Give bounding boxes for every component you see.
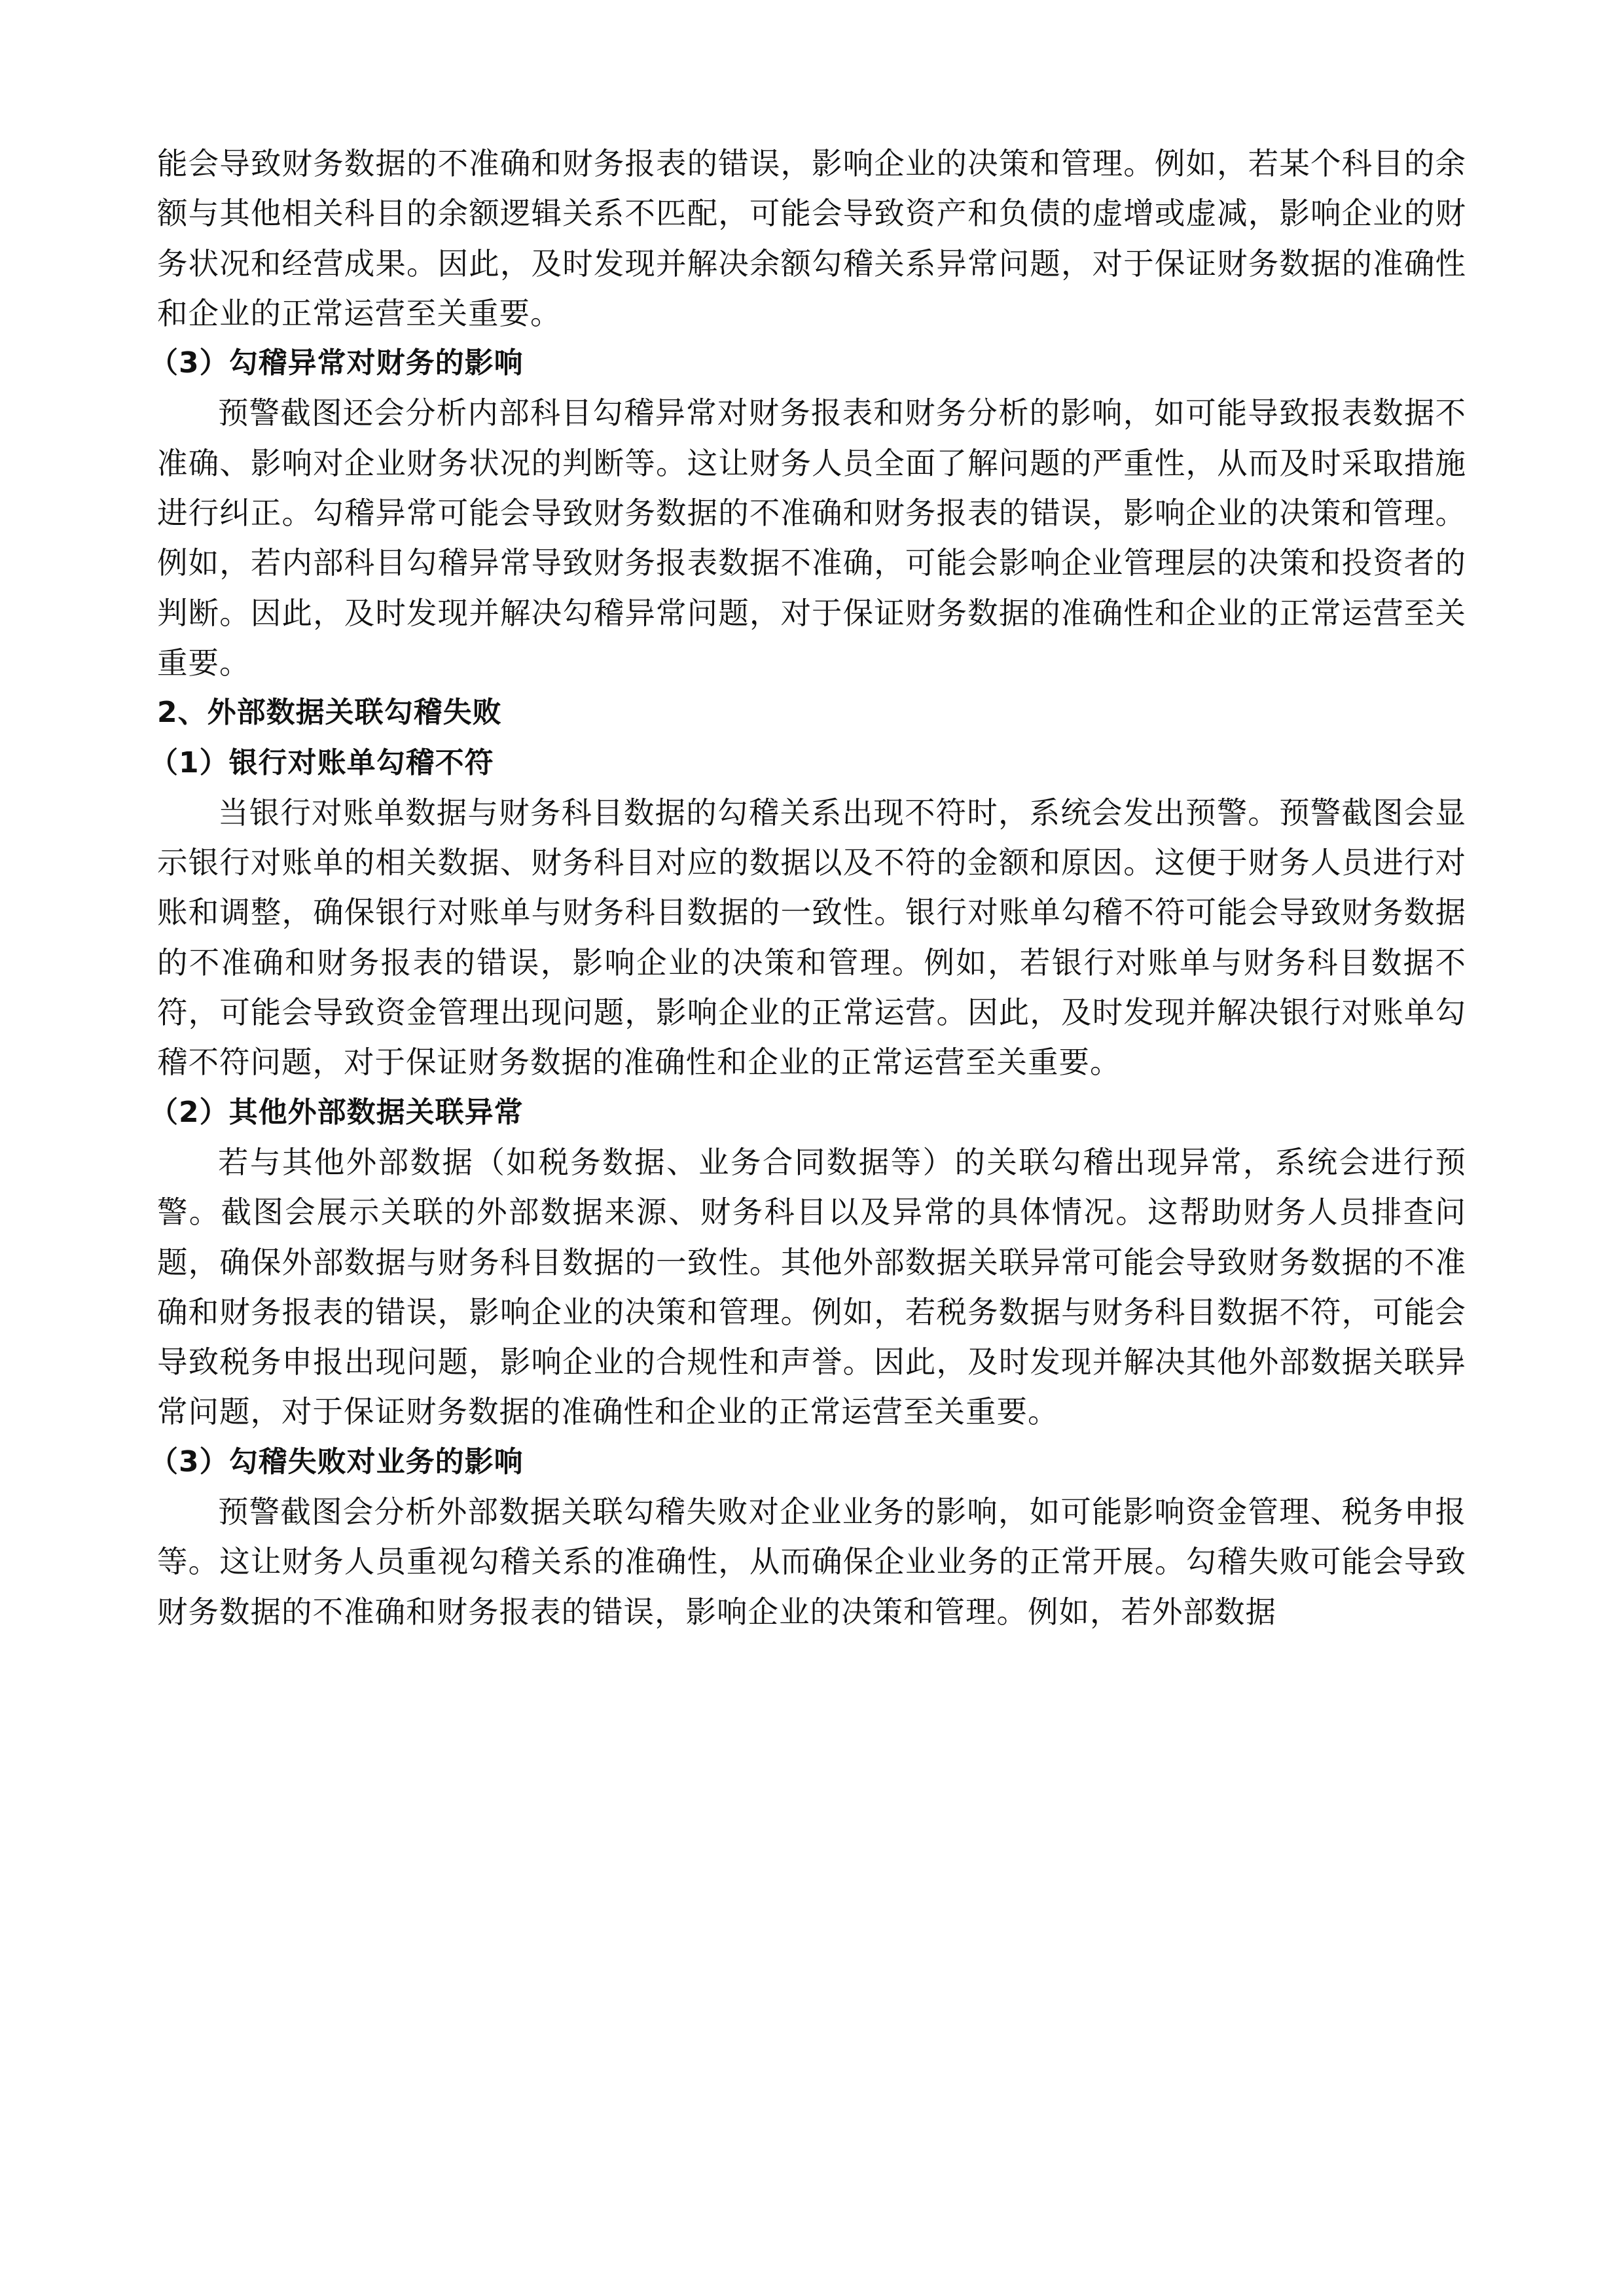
- paragraph-bank-statement-mismatch: 当银行对账单数据与财务科目数据的勾稽关系出现不符时，系统会发出预警。预警截图会显示银行对账单的相关数据、财务科目对应的数据以及不符的金额和原因。这便于财务人员进行对账和调整，确保银行对账单与财务科目数据的一致性。银行对账单勾稽不符可能会导致财务数据的不准确和财务报表的错误，影响企业的决策和管理。例如，若银行对账单与财务科目数据不符，可能会导致资金管理出现问题，影响企业的正常运营。因此，及时发现并解决银行对账单勾稽不符问题，对于保证财务数据的准确性和企业的正常运营至关重要。: [157, 795, 1466, 1081]
- paragraph-internal-check-anomaly: 预警截图还会分析内部科目勾稽异常对财务报表和财务分析的影响，如可能导致报表数据不准确、影响对企业财务状况的判断等。这让财务人员全面了解问题的严重性，从而及时采取措施进行纠正。勾稽异常可能会导致财务数据的不准确和财务报表的错误，影响企业的决策和管理。例如，若内部科目勾稽异常导致财务报表数据不准确，可能会影响企业管理层的决策和投资者的判断。因此，及时发现并解决勾稽异常问题，对于保证财务数据的准确性和企业的正常运营至关重要。: [157, 395, 1466, 681]
- paragraph-other-external-data-anomaly: 若与其他外部数据（如税务数据、业务合同数据等）的关联勾稽出现异常，系统会进行预警。截图会展示关联的外部数据来源、财务科目以及异常的具体情况。这帮助财务人员排查问题，确保外部数据与财务科目数据的一致性。其他外部数据关联异常可能会导致财务数据的不准确和财务报表的错误，影响企业的决策和管理。例如，若税务数据与财务科目数据不符，可能会导致税务申报出现问题，影响企业的合规性和声誉。因此，及时发现并解决其他外部数据关联异常问题，对于保证财务数据的准确性和企业的正常运营至关重要。: [157, 1144, 1466, 1430]
- paragraph-check-failure-business-impact: 预警截图会分析外部数据关联勾稽失败对企业业务的影响，如可能影响资金管理、税务申报等。这让财务人员重视勾稽关系的准确性，从而确保企业业务的正常开展。勾稽失败可能会导致财务数据的不准确和财务报表的错误，影响企业的决策和管理。例如，若外部数据: [157, 1494, 1466, 1630]
- document-page: [149, 139, 1466, 1637]
- heading-bank-statement-mismatch: （1）银行对账单勾稽不符: [149, 745, 494, 780]
- heading-external-data-check-failure: 2、外部数据关联勾稽失败: [157, 696, 502, 730]
- heading-check-anomaly-finance-impact: （3）勾稽异常对财务的影响: [149, 346, 524, 380]
- heading-other-external-data-anomaly: （2）其他外部数据关联异常: [149, 1095, 524, 1129]
- heading-check-failure-business-impact: （3）勾稽失败对业务的影响: [149, 1444, 524, 1479]
- paragraph-balance-check-impact: 能会导致财务数据的不准确和财务报表的错误，影响企业的决策和管理。例如，若某个科目的余额与其他相关科目的余额逻辑关系不匹配，可能会导致资产和负债的虚增或虚减，影响企业的财务状况和经营成果。因此，及时发现并解决余额勾稽关系异常问题，对于保证财务数据的准确性和企业的正常运营至关重要。: [157, 146, 1466, 331]
